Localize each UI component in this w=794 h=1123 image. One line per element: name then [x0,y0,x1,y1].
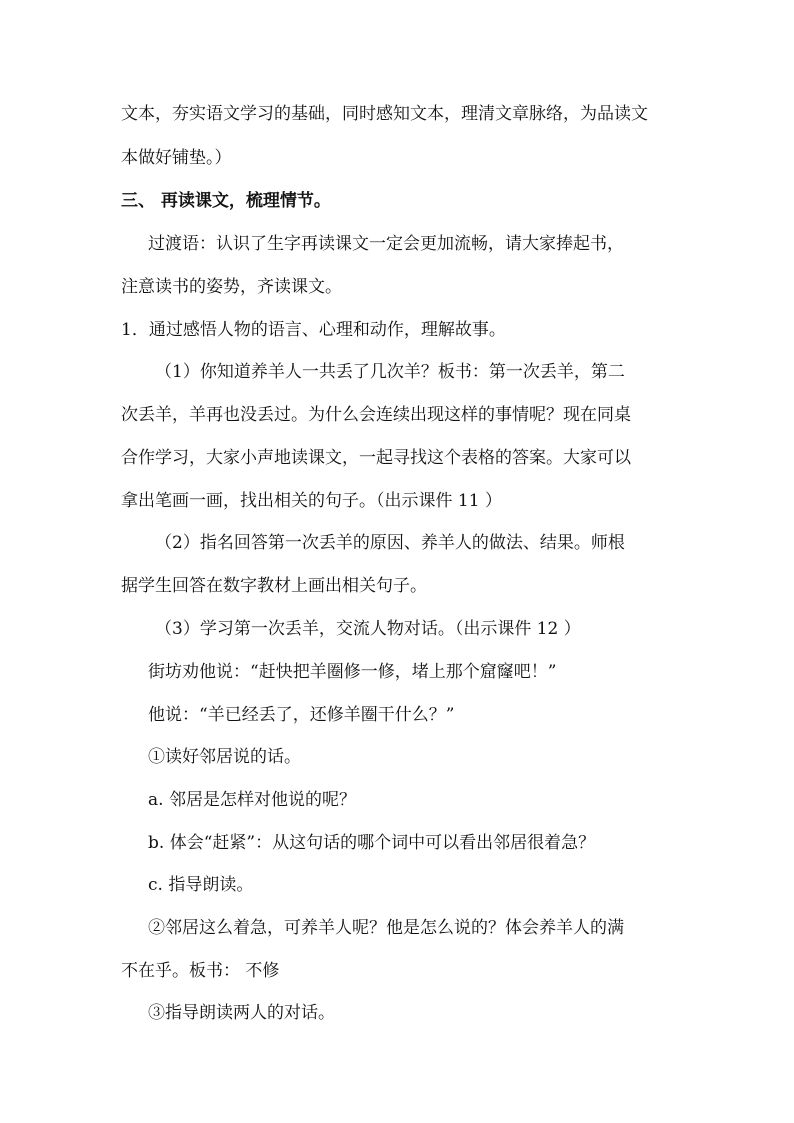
paragraph-line: 不在乎。板书： 不修 [121,961,280,981]
paragraph-line: 次丢羊，羊再也没丢过。为什么会连续出现这样的事情呢？现在同桌 [121,405,631,425]
list-item-heading: 1．通过感悟人物的语言、心理和动作，理解故事。 [121,320,506,340]
dialogue-line: 街坊劝他说：“赶快把羊圈修一修，堵上那个窟窿吧！” [148,662,557,682]
paragraph-line: 文本，夯实语文学习的基础，同时感知文本，理清文章脉络，为品读文 [121,104,648,124]
section-heading: 三、 再读课文，梳理情节。 [121,191,331,211]
paragraph-line: （2）指名回答第一次丢羊的原因、养羊人的做法、结果。师根 [155,533,625,553]
sub-item: ③指导朗读两人的对话。 [148,1003,335,1023]
paragraph-line: ②邻居这么着急，可养羊人呢？他是怎么说的？体会养羊人的满 [148,918,624,938]
paragraph-line: 合作学习，大家小声地读课文，一起寻找这个表格的答案。大家可以 [121,448,631,468]
paragraph-line: 过渡语：认识了生字再读课文一定会更加流畅，请大家捧起书， [148,234,624,254]
paragraph-line: 本做好铺垫。） [121,148,232,168]
paragraph-line: （1）你知道养羊人一共丢了几次羊？板书：第一次丢羊，第二 [155,362,625,382]
sub-item: b. 体会“赶紧”：从这句话的哪个词中可以看出邻居很着急？ [148,833,596,853]
paragraph-line: 据学生回答在数字教材上画出相关句子。 [121,576,427,596]
paragraph-line: （3）学习第一次丢羊，交流人物对话。（出示课件 12 ） [155,619,581,639]
paragraph-line: 拿出笔画一画，找出相关的句子。（出示课件 11 ） [121,491,502,511]
sub-item: c. 指导朗读。 [148,875,254,895]
sub-item: a. 邻居是怎样对他说的呢？ [148,790,356,810]
sub-item: ①读好邻居说的话。 [148,747,301,767]
paragraph-line: 注意读书的姿势，齐读课文。 [121,277,342,297]
dialogue-line: 他说：“羊已经丢了，还修羊圈干什么？” [148,705,455,725]
